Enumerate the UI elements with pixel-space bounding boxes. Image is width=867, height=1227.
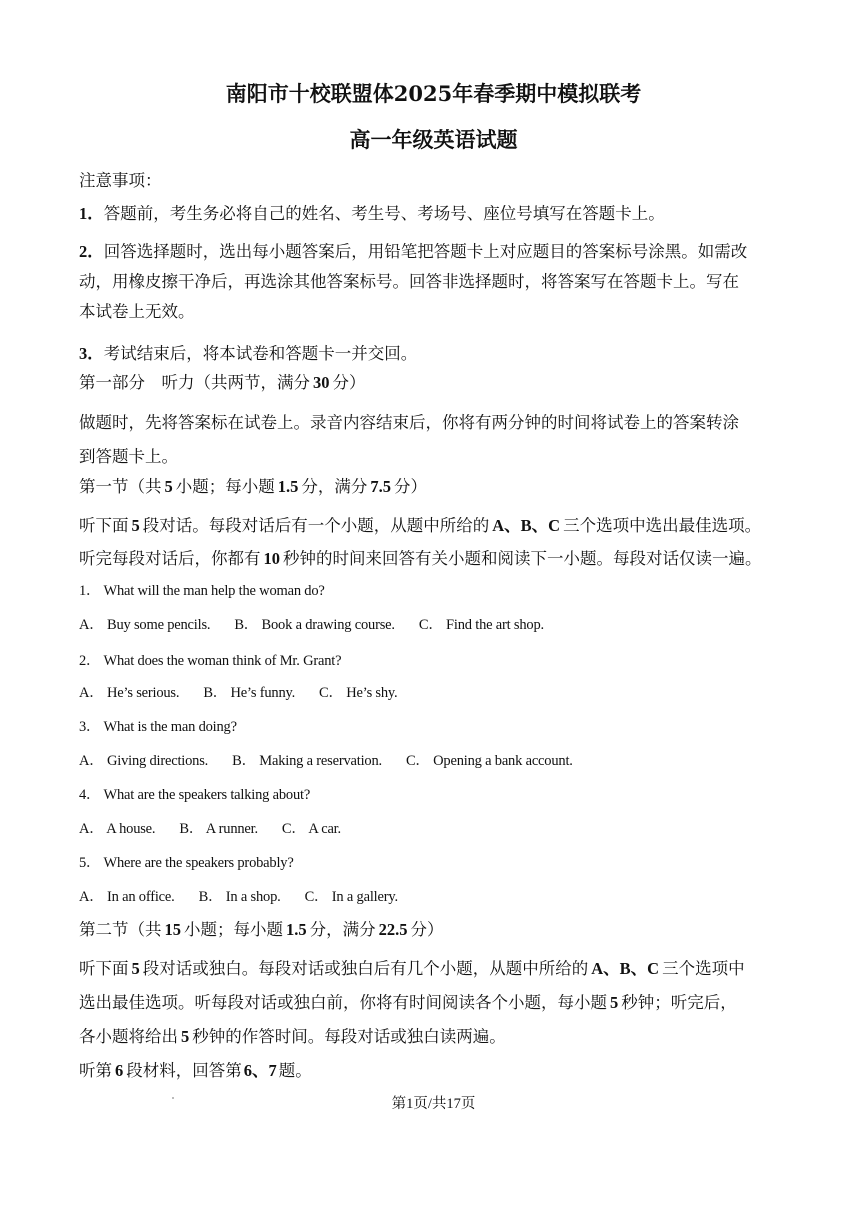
s2-instr3-pre: 各小题将给出: [79, 1027, 178, 1046]
option-b: B． Book a drawing course.: [234, 617, 395, 633]
section1-instruction-line2: [79, 548, 762, 570]
option-b: B． Making a reservation.: [232, 753, 382, 769]
s1-instr2-pre: 听完每段对话后，你都有: [79, 549, 261, 568]
s1-instr1-pre: 听下面: [79, 516, 129, 535]
option-a: A． He’s serious.: [79, 685, 180, 701]
option-a: A． A house.: [79, 821, 156, 837]
question-3-options: [79, 750, 597, 772]
material-6-instruction: [79, 1060, 312, 1082]
option-a: A． Buy some pencils.: [79, 617, 211, 633]
notice-item-3-number: 3．: [79, 344, 104, 363]
question-5: 5． Where are the speakers probably?: [79, 855, 294, 871]
question-4-options: [79, 818, 365, 840]
section1-heading-text: 第一节（共: [79, 477, 162, 496]
section1-heading-end: 分）: [394, 477, 427, 496]
notice-item-2-text: 回答选择题时，选出每小题答案后，用铅笔把答题卡上对应题目的答案标号涂黑。如需改: [103, 242, 748, 261]
material-pre: 听第: [79, 1061, 112, 1080]
s2-instr1-pre: 听下面: [79, 959, 129, 978]
exam-title: 南阳市十校联盟体2025年春季期中模拟联考: [225, 81, 642, 106]
question-5-options: [79, 886, 422, 908]
option-c: C． In a gallery.: [304, 889, 398, 905]
question-2-options: [79, 682, 421, 704]
notice-item-3: [79, 343, 417, 365]
s2-instr2-num: 5: [610, 993, 619, 1012]
material-mid: 段材料，回答第: [126, 1061, 242, 1080]
option-b: B． A runner.: [179, 821, 258, 837]
part1-intro-line1: 做题时，先将答案标在试卷上。录音内容结束后，你将有两分钟的时间将试卷上的答案转涂: [79, 413, 739, 432]
section2-per-score: 1.5: [286, 920, 307, 939]
part1-intro-line2: 到答题卡上。: [79, 447, 178, 466]
notice-item-3-text: 考试结束后，将本试卷和答题卡一并交回。: [103, 344, 418, 363]
part1-heading: [79, 372, 366, 394]
s1-instr1-num: 5: [131, 516, 140, 535]
notice-item-2-number: 2．: [79, 242, 104, 261]
section2-instruction-line3: [79, 1026, 506, 1048]
section1-per-score: 1.5: [277, 477, 299, 496]
s1-instr1-abc: A、B、C: [492, 516, 561, 535]
s2-instr1-mid: 段对话或独白。每段对话或独白后有几个小题，从题中所给的: [142, 959, 589, 978]
s2-instr2-pre: 选出最佳选项。听每段对话或独白前，你将有时间阅读各个小题，每小题: [79, 993, 607, 1012]
section1-heading: [79, 476, 427, 498]
question-1: 1． What will the man help the woman do?: [79, 583, 325, 599]
exam-subtitle: 高一年级英语试题: [349, 127, 518, 152]
s1-instr1-mid: 段对话。每段对话后有一个小题，从题中所给的: [142, 516, 490, 535]
option-c: C． A car.: [281, 821, 341, 837]
section1-instruction-line1: [79, 515, 761, 537]
section2-heading-mid1: 小题；每小题: [184, 920, 283, 939]
s2-instr1-abc: A、B、C: [591, 959, 660, 978]
s1-instr2-post: 秒钟的时间来回答有关小题和阅读下一小题。每段对话仅读一遍。: [283, 549, 762, 568]
option-c: C． Opening a bank account.: [405, 753, 573, 769]
material-questions: 6、7: [243, 1061, 277, 1080]
notice-item-2-line1: [79, 241, 747, 263]
s2-instr2-post: 秒钟；听完后，: [621, 993, 737, 1012]
section2-heading-text: 第二节（共: [79, 920, 162, 939]
s1-instr2-num: 10: [263, 549, 280, 568]
s1-instr1-post: 三个选项中选出最佳选项。: [563, 516, 762, 535]
notice-item-2-line3: 本试卷上无效。: [79, 302, 195, 321]
section1-total: 7.5: [370, 477, 391, 496]
option-b: B． In a shop.: [198, 889, 281, 905]
section1-count: 5: [164, 477, 173, 496]
notice-item-2-line2: 动，用橡皮擦干净后，再选涂其他答案标号。回答非选择题时，将答案写在答题卡上。写在: [79, 272, 739, 291]
question-1-options: [79, 614, 568, 636]
section2-heading: [79, 919, 444, 941]
notice-heading: 注意事项：: [79, 171, 162, 190]
section1-heading-mid1: 小题；每小题: [175, 477, 275, 496]
section2-instruction-line1: [79, 958, 745, 980]
option-c: C． He’s shy.: [319, 685, 398, 701]
option-a: A． Giving directions.: [79, 753, 209, 769]
page-footer: 第1页/共17页: [391, 1096, 476, 1112]
option-c: C． Find the art shop.: [418, 617, 544, 633]
question-4: 4． What are the speakers talking about?: [79, 787, 311, 803]
question-2: 2． What does the woman think of Mr. Grant?: [79, 653, 342, 669]
material-post: 题。: [278, 1061, 312, 1080]
part1-heading-text: 第一部分 听力（共两节，满分: [79, 373, 310, 392]
notice-item-1-text: 答题前，考生务必将自己的姓名、考生号、考场号、座位号填写在答题卡上。: [103, 204, 665, 223]
part1-heading-end: 分）: [332, 373, 366, 392]
notice-item-1-number: 1．: [79, 204, 104, 223]
notice-item-1: [79, 203, 665, 225]
part1-score: 30: [313, 373, 330, 392]
s2-instr3-post: 秒钟的作答时间。每段对话或独白读两遍。: [192, 1027, 506, 1046]
material-num: 6: [115, 1061, 124, 1080]
option-b: B． He’s funny.: [203, 685, 296, 701]
s2-instr3-num: 5: [181, 1027, 190, 1046]
question-3: 3． What is the man doing?: [79, 719, 237, 735]
s2-instr1-post: 三个选项中: [662, 959, 745, 978]
option-a: A． In an office.: [79, 889, 175, 905]
section2-total: 22.5: [378, 920, 408, 939]
section2-heading-mid2: 分，满分: [309, 920, 376, 939]
section2-count: 15: [164, 920, 181, 939]
section1-heading-mid2: 分，满分: [301, 477, 368, 496]
s2-instr1-num: 5: [131, 959, 140, 978]
section2-instruction-line2: [79, 992, 737, 1014]
section2-heading-end: 分）: [410, 920, 444, 939]
